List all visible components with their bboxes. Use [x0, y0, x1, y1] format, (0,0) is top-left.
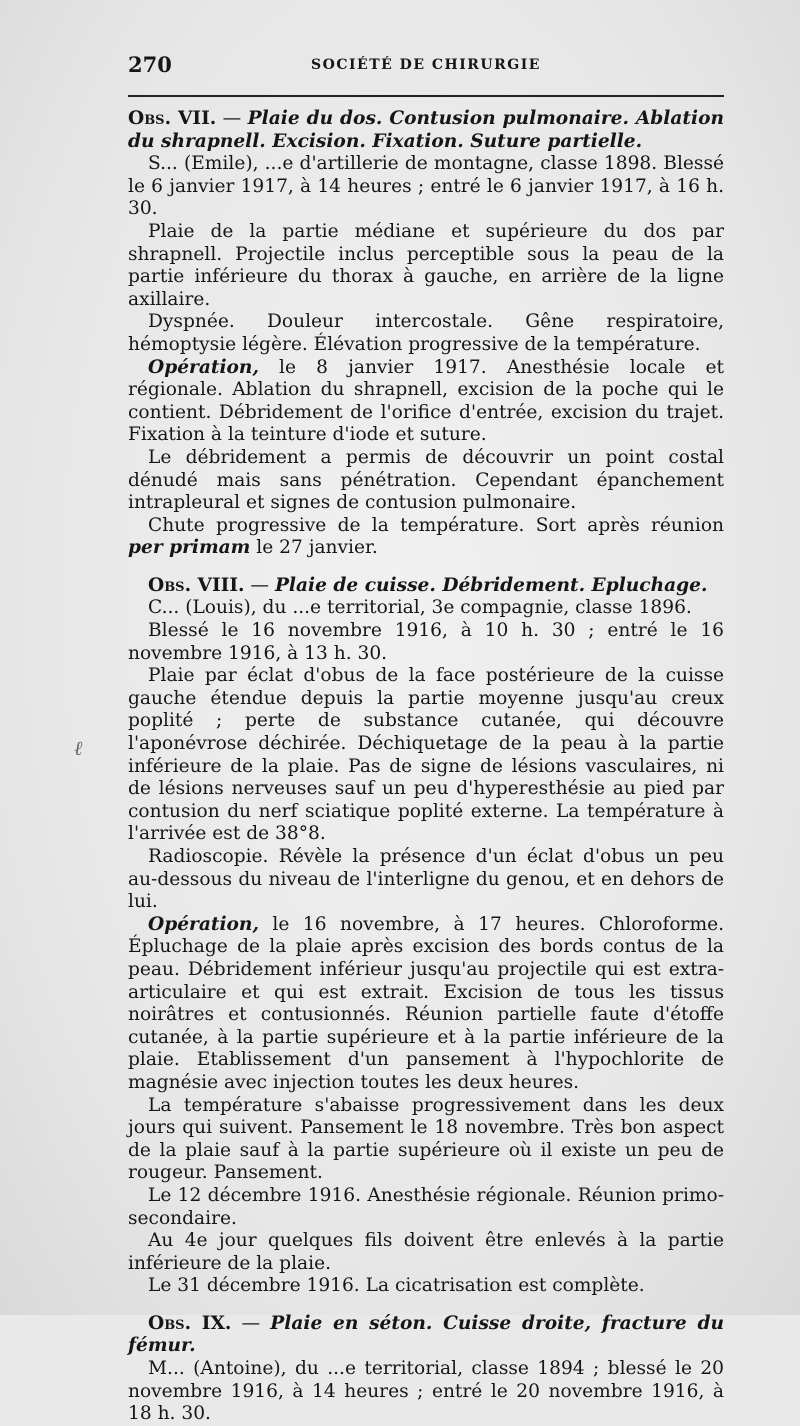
obs8-operation-text: le 16 novembre, à 17 heures. Chloroforme. Épluchage de la plaie après excision des bords contus de la peau. Débridement inférieur jusqu'au projectile qui est extra-articulaire et qui est extrait. Excision de tous les tissus noirâtres et contusionnés. Réunion partielle faute d'étoffe cutanée, à la partie supérieure et à la partie inférieure de la plaie. Etablissement d'un pansement à l'hypochlorite de magnésie avec injection toutes les deux heures.	[128, 913, 724, 1093]
obs8-operation-paragraph	[128, 914, 724, 1095]
body-text	[128, 108, 724, 1426]
obs7-title: Plaie du dos. Contusion pulmonaire. Ablation du shrapnell. Excision. Fixation. Suture partielle.	[128, 108, 724, 152]
obs7-outcome-paragraph	[128, 515, 724, 560]
obs9-paragraph: M... (Antoine), du ...e territorial, classe 1894 ; blessé le 20 novembre 1916, à 14 heures ; entré le 20 novembre 1916, à 18 h. 30.	[128, 1358, 724, 1425]
obs8-paragraph: Blessé le 16 novembre 1916, à 10 h. 30 ; entré le 16 novembre 1916, à 13 h. 30.	[128, 620, 724, 664]
margin-pencil-mark: ℓ	[74, 736, 83, 760]
obs7-operation-paragraph	[128, 357, 724, 447]
obs8-paragraph: La température s'abaisse progressivement dans les deux jours qui suivent. Pansement le 18 novembre. Très bon aspect de la plaie sauf à la partie supérieure où il existe un peu de rougeur. Pansement.	[128, 1094, 724, 1184]
header-rule	[128, 95, 724, 97]
obs7-outcome-text-b: le 27 janvier.	[250, 537, 378, 559]
obs7-operation-text: le 8 janvier 1917. Anesthésie locale et régionale. Ablation du shrapnell, excision de la poche qui le contient. Débridement de l'orifice d'entrée, excision du trajet. Fixation à la teinture d'iode et suture.	[128, 356, 724, 446]
obs8-paragraph: Plaie par éclat d'obus de la face postérieure de la cuisse gauche étendue depuis la partie moyenne jusqu'au creux poplité ; perte de substance cutanée, qui découvre l'aponévrose déchirée. Déchiquetage de la peau à la partie inférieure de la plaie. Pas de signe de lésions vasculaires, ni de lésions nerveuses sauf un peu d'hyperesthésie au pied par contusion du nerf sciatique poplité externe. La température à l'arrivée est de 38°8.	[128, 665, 724, 845]
obs8-dash: —	[244, 574, 275, 596]
obs7-paragraph: Plaie de la partie médiane et supérieure du dos par shrapnell. Projectile inclus perceptible sous la peau de la partie inférieure du thorax à gauche, en arrière de la ligne axillaire.	[128, 220, 724, 310]
page-header	[128, 52, 724, 86]
obs9-heading	[128, 1313, 724, 1358]
obs7-paragraph: Le débridement a permis de découvrir un point costal dénudé mais sans pénétration. Cependant épanchement intrapleural et signes de contusion pulmonaire.	[128, 446, 724, 514]
obs8-heading	[128, 575, 724, 598]
obs8-paragraph: Radioscopie. Révèle la présence d'un éclat d'obus un peu au-dessous du niveau de l'interligne du genou, et en dehors de lui.	[128, 846, 724, 913]
obs8-label: Obs. VIII.	[148, 574, 245, 596]
obs9-label: Obs. IX.	[148, 1312, 232, 1334]
obs8-operation-label: Opération,	[148, 913, 259, 935]
obs7-heading	[128, 108, 724, 153]
obs8-paragraph: Le 12 décembre 1916. Anesthésie régionale. Réunion primo-secondaire.	[128, 1184, 724, 1229]
obs8-title: Plaie de cuisse. Débridement. Epluchage.	[274, 574, 708, 596]
obs7-operation-label: Opération,	[148, 356, 259, 378]
obs7-paragraph: S... (Emile), ...e d'artillerie de montagne, classe 1898. Blessé le 6 janvier 1917, à 14 heures ; entré le 6 janvier 1917, à 16 h. 30.	[128, 153, 724, 220]
obs8-paragraph: Au 4e jour quelques fils doivent être enlevés à la partie inférieure de la plaie.	[128, 1230, 724, 1274]
obs7-dash: —	[216, 108, 248, 129]
obs7-per-primam: per primam	[128, 537, 251, 559]
obs7-label: Obs. VII.	[128, 108, 217, 129]
running-title: SOCIÉTÉ DE CHIRURGIE	[311, 57, 541, 73]
obs8-paragraph: Le 31 décembre 1916. La cicatrisation est complète.	[148, 1275, 645, 1297]
obs7-outcome-text-a: Chute progressive de la température. Sort après réunion	[148, 514, 724, 536]
obs9-dash: —	[231, 1312, 271, 1334]
obs9-title: Plaie en séton. Cuisse droite, fracture du fémur.	[128, 1312, 724, 1357]
obs7-paragraph: Dyspnée. Douleur intercostale. Gêne respiratoire, hémoptysie légère. Élévation progressive de la température.	[128, 311, 724, 355]
page-number: 270	[128, 52, 172, 77]
obs8-paragraph: C... (Louis), du ...e territorial, 3e compagnie, classe 1896.	[148, 597, 692, 619]
